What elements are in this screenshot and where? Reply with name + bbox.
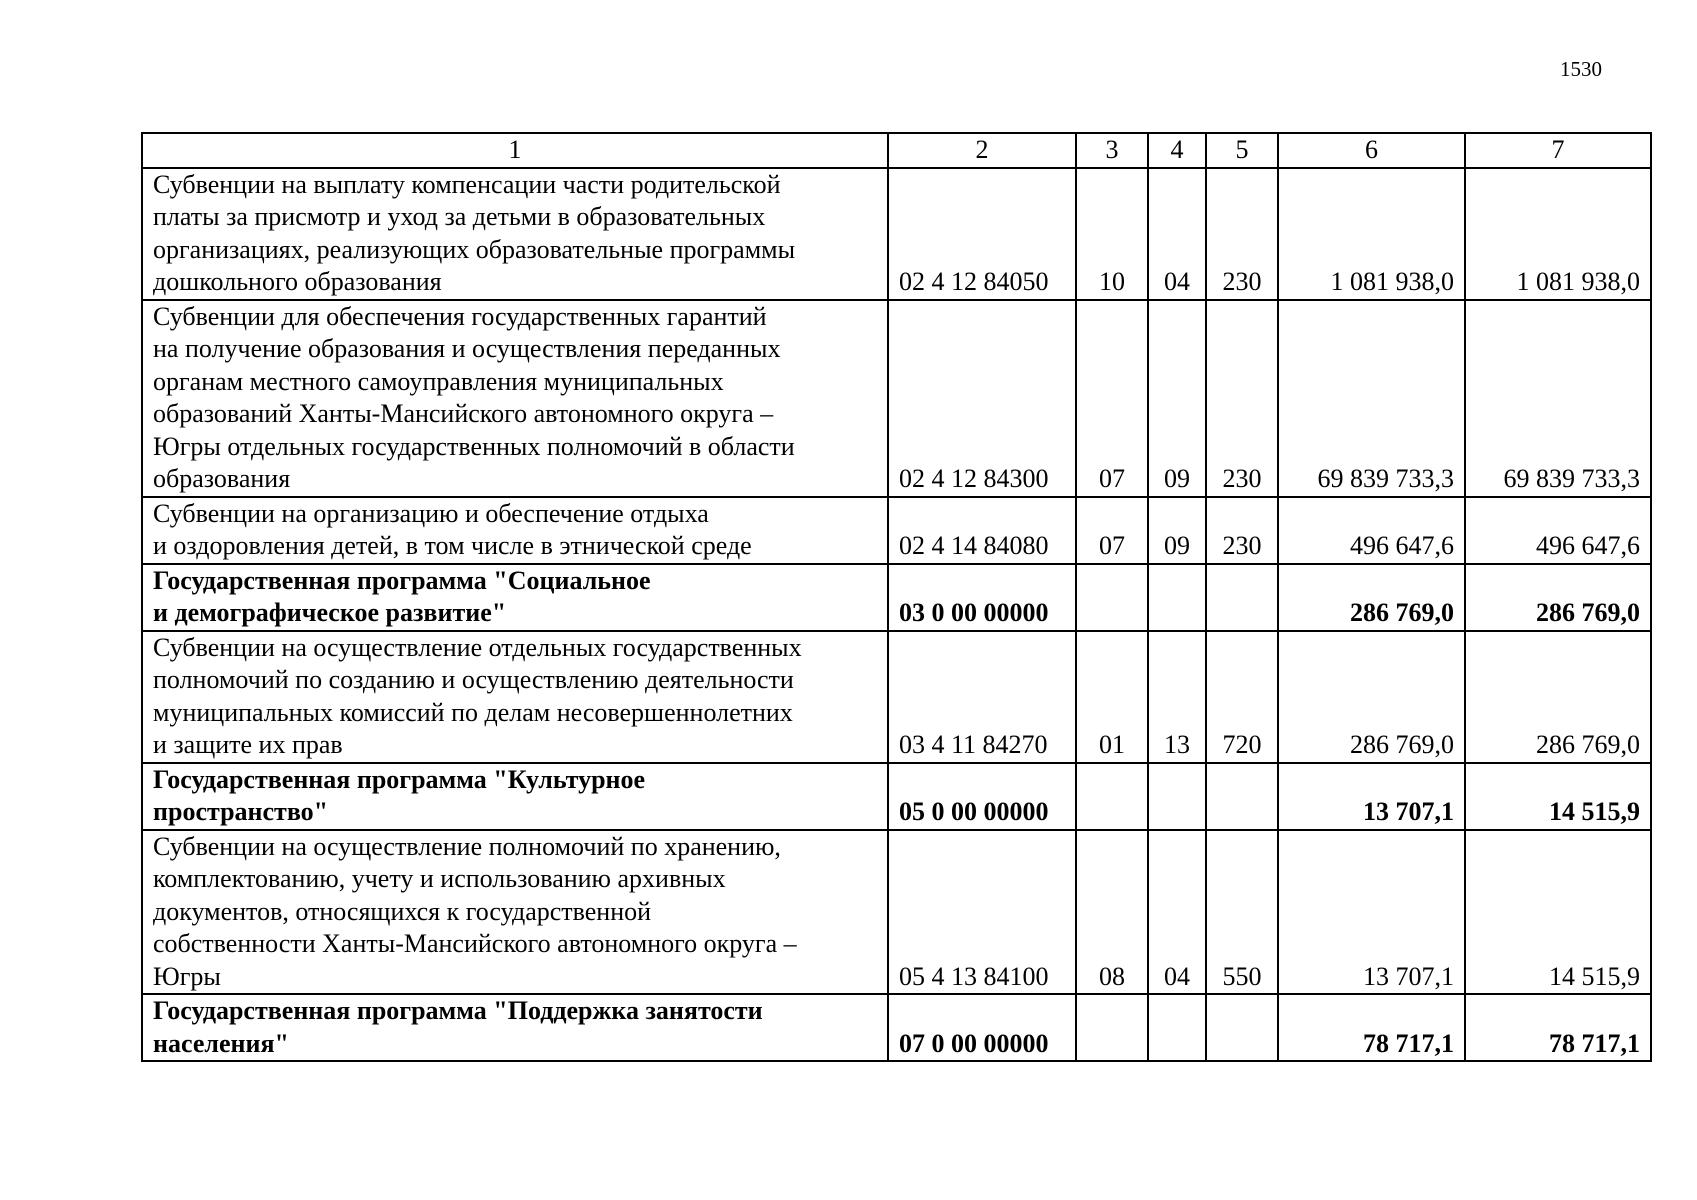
row-amount-col6: 286 769,0 [1278, 631, 1465, 763]
row-description [142, 631, 888, 763]
table-row [142, 300, 1651, 497]
description-line: платы за присмотр и уход за детьми в образовательных [153, 202, 766, 231]
description-line: населения" [153, 1028, 289, 1058]
description-line: образований Ханты-Мансийского автономного округа – [153, 399, 774, 428]
row-section: 08 [1076, 830, 1148, 995]
row-amount-col7: 14 515,9 [1465, 763, 1651, 830]
table-row [142, 763, 1651, 830]
description-line: Государственная программа "Поддержка занятости [153, 996, 763, 1025]
header-cell-5: 5 [1206, 133, 1278, 168]
row-code: 03 4 11 84270 [888, 631, 1076, 763]
description-line: Субвенции для обеспечения государственных гарантий [153, 301, 767, 331]
row-expense-type: 550 [1206, 830, 1278, 995]
row-subsection [1148, 994, 1206, 1061]
header-cell-6: 6 [1278, 133, 1465, 168]
row-amount-col7: 286 769,0 [1465, 564, 1651, 631]
row-expense-type: 230 [1206, 497, 1278, 564]
row-subsection: 04 [1148, 830, 1206, 995]
row-description [142, 564, 888, 631]
description-line: муниципальных комиссий по делам несовершеннолетних [153, 697, 793, 727]
description-line: организациях, реализующих образовательные программы [153, 234, 796, 264]
description-line: Югры [153, 961, 221, 991]
table-row [142, 631, 1651, 763]
row-amount-col6: 1 081 938,0 [1278, 168, 1465, 300]
row-expense-type [1206, 994, 1278, 1061]
row-expense-type [1206, 763, 1278, 830]
row-subsection [1148, 763, 1206, 830]
description-line: полномочий по созданию и осуществлению деятельности [153, 665, 794, 694]
row-description [142, 763, 888, 830]
row-amount-col6: 13 707,1 [1278, 763, 1465, 830]
description-line: собственности Ханты-Мансийского автономного округа – [153, 929, 797, 958]
header-cell-2: 2 [888, 133, 1076, 168]
row-section [1076, 994, 1148, 1061]
description-line: органам местного самоуправления муниципальных [153, 366, 724, 396]
description-line: на получение образования и осуществления переданных [153, 334, 781, 363]
row-code: 02 4 12 84300 [888, 300, 1076, 497]
row-amount-col7: 78 717,1 [1465, 994, 1651, 1061]
row-subsection: 09 [1148, 497, 1206, 564]
header-row [142, 133, 1651, 168]
row-subsection: 04 [1148, 168, 1206, 300]
row-amount-col7: 286 769,0 [1465, 631, 1651, 763]
row-amount-col7: 69 839 733,3 [1465, 300, 1651, 497]
table-row [142, 994, 1651, 1061]
row-code: 02 4 14 84080 [888, 497, 1076, 564]
description-line: и защите их прав [153, 730, 343, 759]
row-code: 03 0 00 00000 [888, 564, 1076, 631]
description-line: Субвенции на организацию и обеспечение отдыха [153, 498, 709, 528]
description-line: и оздоровления детей, в том числе в этнической среде [153, 531, 752, 560]
row-subsection [1148, 564, 1206, 631]
row-description [142, 994, 888, 1061]
row-subsection: 09 [1148, 300, 1206, 497]
row-section [1076, 763, 1148, 830]
row-expense-type: 230 [1206, 168, 1278, 300]
description-line: Субвенции на выплату компенсации части родительской [153, 169, 781, 199]
row-amount-col6: 13 707,1 [1278, 830, 1465, 995]
description-line: Субвенции на осуществление отдельных государственных [153, 632, 802, 662]
description-line: комплектованию, учету и использованию архивных [153, 864, 726, 893]
row-amount-col6: 286 769,0 [1278, 564, 1465, 631]
row-code: 07 0 00 00000 [888, 994, 1076, 1061]
row-section: 10 [1076, 168, 1148, 300]
row-expense-type: 720 [1206, 631, 1278, 763]
header-cell-4: 4 [1148, 133, 1206, 168]
description-line: пространство" [153, 797, 329, 826]
row-description [142, 300, 888, 497]
description-line: Югры отдельных государственных полномочий в области [153, 431, 795, 461]
row-code: 05 4 13 84100 [888, 830, 1076, 995]
description-line: дошкольного образования [153, 267, 442, 296]
row-section: 07 [1076, 497, 1148, 564]
header-cell-1: 1 [142, 133, 888, 168]
row-amount-col6: 496 647,6 [1278, 497, 1465, 564]
table-row [142, 830, 1651, 995]
row-description [142, 830, 888, 995]
budget-table [141, 132, 1652, 1062]
description-line: Субвенции на осуществление полномочий по хранению, [153, 831, 781, 861]
row-subsection: 13 [1148, 631, 1206, 763]
header-cell-7: 7 [1465, 133, 1651, 168]
row-amount-col6: 78 717,1 [1278, 994, 1465, 1061]
table-row [142, 497, 1651, 564]
row-section [1076, 564, 1148, 631]
row-section: 01 [1076, 631, 1148, 763]
description-line: документов, относящихся к государственной [153, 896, 652, 926]
row-description [142, 497, 888, 564]
description-line: Государственная программа "Культурное [153, 764, 646, 794]
description-line: и демографическое развитие" [153, 598, 507, 627]
row-amount-col7: 1 081 938,0 [1465, 168, 1651, 300]
table-row [142, 564, 1651, 631]
row-code: 02 4 12 84050 [888, 168, 1076, 300]
row-section: 07 [1076, 300, 1148, 497]
table-row [142, 168, 1651, 300]
header-cell-3: 3 [1076, 133, 1148, 168]
row-expense-type: 230 [1206, 300, 1278, 497]
row-description [142, 168, 888, 300]
row-expense-type [1206, 564, 1278, 631]
row-amount-col6: 69 839 733,3 [1278, 300, 1465, 497]
description-line: Государственная программа "Социальное [153, 565, 651, 595]
page-number: 1530 [1560, 57, 1602, 81]
row-amount-col7: 496 647,6 [1465, 497, 1651, 564]
row-amount-col7: 14 515,9 [1465, 830, 1651, 995]
row-code: 05 0 00 00000 [888, 763, 1076, 830]
description-line: образования [153, 464, 291, 493]
